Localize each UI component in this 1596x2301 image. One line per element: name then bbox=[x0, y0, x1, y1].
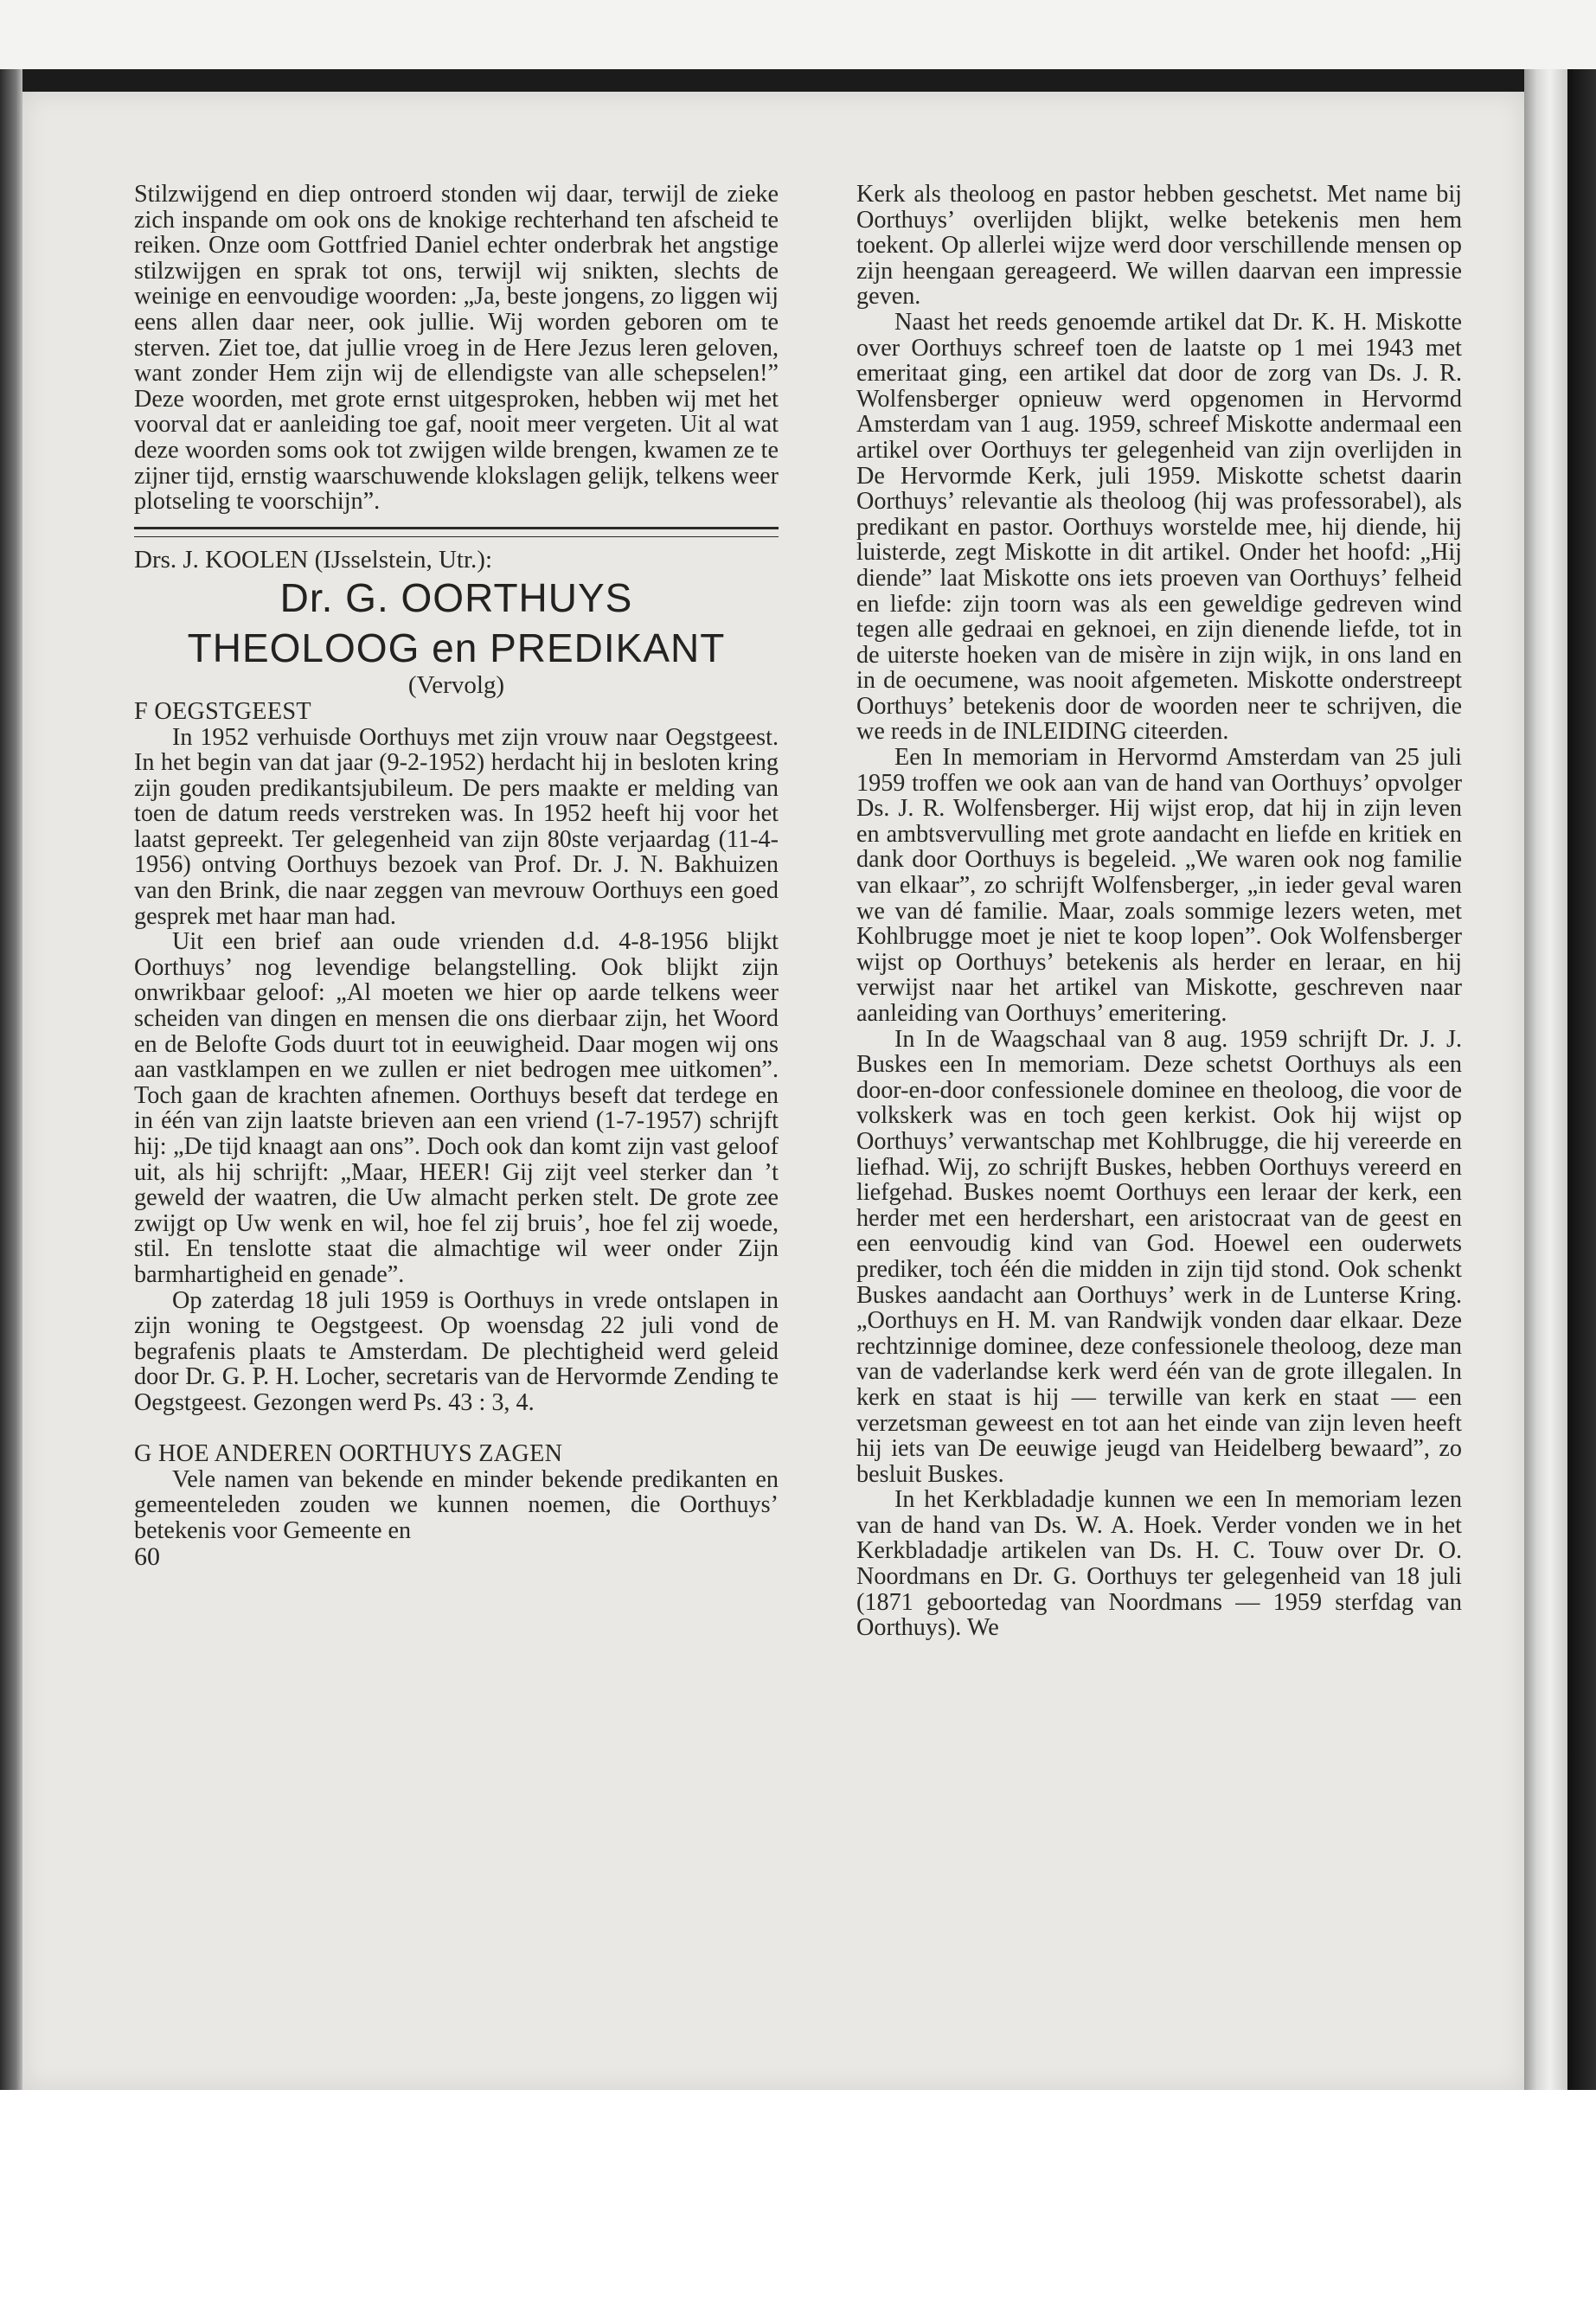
binder-left-edge bbox=[0, 69, 22, 2093]
article-title-line-1: Dr. G. OORTHUYS bbox=[279, 575, 633, 621]
right-paragraph-4: In In de Waagschaal van 8 aug. 1959 schrijft Dr. J. J. Buskes een In memoriam. Deze schetst Oorthuys als een door-en-door confessionele dominee en theoloog, die voor de volkskerk was en toch geen kerkist. Ook hij wijst op Oorthuys’ verwantschap met Kohlbrugge, die hij vereerde en liefhad. Wij, zo schrijft Buskes, hebben Oorthuys vereerd en liefgehad. Buskes noemt Oorthuys een leraar der kerk, een herder met een herdershart, een aristocraat van de geest en een eenvoudig kind van God. Hoewel een ouderwets prediker, toch één die midden in zijn tijd stond. Ook schenkt Buskes aandacht aan Oorthuys’ werk in de Lunterse Kring. „Oorthuys en H. M. van Randwijk vonden daar elkaar. Deze rechtzinnige dominee, deze confessionele theoloog, deze man van de vaderlandse kerk werd één van de grote illegalen. In kerk en staat is hij — terwille van kerk en staat — een verzetsman geweest en tot aan het einde van zijn leven heeft hij iets van De eeuwige jeugd van Heidelberg bewaard”, zo besluit Buskes. bbox=[856, 1025, 1462, 1488]
right-paragraph-5: In het Kerkbladadje kunnen we een In memoriam lezen van de hand van Ds. W. A. Hoek. Verder vonden we in het Kerkbladadje artikelen van Ds. H. C. Touw over Dr. O. Noordmans en Dr. G. Oorthuys ter gelegenheid van 18 juli (1871 geboortedag van Noordmans — 1959 sterfdag van Oorthuys). We bbox=[856, 1486, 1462, 1642]
section-f-paragraph-2: Uit een brief aan oude vrienden d.d. 4-8-1956 blijkt Oorthuys’ nog levendige belangstelling. Ook blijkt zijn onwrikbaar geloof: „Al moeten we hier op aarde telkens weer scheiden van dingen en mensen die ons dierbaar zijn, het Woord en de Belofte Gods duurt tot in eeuwigheid. Daar mogen wij ons aan vastklampen en we zullen er niet bedrogen mee uitkomen”. Toch gaan de krachten afnemen. Oorthuys beseft dat terdege en in één van zijn laatste brieven aan een vriend (1-7-1957) schrijft hij: „De tijd knaagt aan ons”. Doch ook dan komt zijn vast geloof uit, als hij schrijft: „Maar, HEER! Gij zijt veel sterker dan ’t geweld der waatren, die Uw almacht perken stelt. De grote zee zwijgt op Uw wenk en wil, hoe fel zij bruis’, hoe fel zij woede, stil. En tenslotte staat die almachtige wil weer onder Zijn barmhartigheid en genade”. bbox=[134, 928, 779, 1288]
book-spine-dark bbox=[1567, 69, 1596, 2128]
article-subtitle: (Vervolg) bbox=[407, 671, 505, 700]
right-paragraph-1: Kerk als theoloog en pastor hebben geschetst. Met name bij Oorthuys’ overlijden blijkt, welke betekenis men hem toekent. Op allerlei wijze werd door verschillende mensen op zijn heengaan gereageerd. We willen daarvan een impressie geven. bbox=[856, 181, 1462, 311]
right-paragraph-3: Een In memoriam in Hervormd Amsterdam van 25 juli 1959 troffen we ook aan van de hand van Oorthuys’ opvolger Ds. J. R. Wolfensberger. Hij wijst erop, dat hij in zijn leven en ambtsvervulling met grote aandacht en liefde en kritiek en dank door Oorthuys is begeleid. „We waren ook nog familie van elkaar”, zo schrijft Wolfensberger, „in ieder geval waren we van dé familie. Maar, zoals sommige lezers weten, met Kohlbrugge moet je niet te koop lopen”. Ook Wolfensberger wijst op Oorthuys’ betekenis als herder en leraar, en hij verwijst naar het artikel van Miskotte, geschreven naar aanleiding van Oorthuys’ emeritering. bbox=[856, 744, 1462, 1027]
section-f-heading: F OEGSTGEEST bbox=[134, 697, 311, 725]
right-paragraph-2: Naast het reeds genoemde artikel dat Dr. K. H. Miskotte over Oorthuys schreef toen de laatste op 1 mei 1943 met emeritaat ging, een artikel dat door de zorg van Ds. J. R. Wolfensberger opnieuw werd opgenomen in Hervormd Amsterdam van 1 aug. 1959, schreef Miskotte andermaal een artikel over Oorthuys ter gelegenheid van zijn overlijden in De Hervormde Kerk, juli 1959. Miskotte schetst daarin Oorthuys’ relevantie als theoloog (hij was professorabel), als predikant en pastor. Oorthuys worstelde mee, hij diende, hij luisterde, zegt Miskotte in dit artikel. Onder het hoofd: „Hij diende” laat Miskotte ons iets proeven van Oorthuys’ felheid en liefde: zijn toorn was als een geweldige gedreven wind tegen alle gedraai en geknoei, en zijn dienende liefde, tot in de uiterste hoeken van de misère in zijn wijk, in ons land en in de oecumene, was nooit afgemeten. Miskotte onderstreept Oorthuys’ betekenis door de woorden neer te schrijven, die we reeds in de INLEIDING citeerden. bbox=[856, 308, 1462, 746]
article-title-line-2: THEOLOOG en PREDIKANT bbox=[187, 625, 726, 671]
bottom-margin bbox=[0, 2090, 1596, 2301]
section-f-paragraph-3: Op zaterdag 18 juli 1959 is Oorthuys in vrede ontslapen in zijn woning te Oegstgeest. Op woensdag 22 juli vond de begrafenis plaats te Amsterdam. De plechtigheid werd geleid door Dr. G. P. H. Locher, secretaris van de Hervormde Zending te Oegstgeest. Gezongen werd Ps. 43 : 3, 4. bbox=[134, 1286, 779, 1416]
right-column bbox=[856, 182, 1462, 1641]
page-number: 60 bbox=[134, 1541, 160, 1571]
opening-paragraph: Stilzwijgend en diep ontroerd stonden wij daar, terwijl de zieke zich inspande om ook ons de knokige rechterhand ten afscheid te reiken. Onze oom Gottfried Daniel echter onderbrak het angstige stilzwijgen en sprak tot ons, terwijl wij snikten, slechts de weinige en eenvoudige woorden: „Ja, beste jongens, zo liggen wij eens allen daar neer, ook jullie. Wij worden geboren om te sterven. Ziet toe, dat jullie vroeg in de Here Jezus leren geloven, want zonder Hem zijn wij de ellendigste van alle schepselen!” Deze woorden, met grote ernst uitgesproken, hebben wij met het voorval dat er aanleiding toe gaf, nooit meer vergeten. Uit al wat deze woorden soms ook tot zwijgen wilde brengen, kwamen ze te zijner tijd, ernstig waarschuwende klokslagen gelijk, telkens weer plotseling te voorschijn”. bbox=[134, 181, 779, 516]
binder-top-edge bbox=[0, 69, 1567, 92]
left-column bbox=[134, 182, 779, 1569]
section-f-paragraph-1: In 1952 verhuisde Oorthuys met zijn vrouw naar Oegstgeest. In het begin van dat jaar (9-2-1952) herdacht hij in besloten kring zijn gouden predikantsjubileum. De pers maakte er melding van toen de datum reeds verstreken was. In 1952 heeft hij voor het laatst gepreekt. Ter gelegenheid van zijn 80ste verjaardag (11-4-1956) ontving Oorthuys bezoek van Prof. Dr. J. N. Bakhuizen van den Brink, die naar zeggen van mevrouw Oorthuys een goed gesprek met haar man had. bbox=[134, 723, 779, 930]
section-g-paragraph: Vele namen van bekende en minder bekende predikanten en gemeenteleden zouden we kunnen noemen, die Oorthuys’ betekenis voor Gemeente en bbox=[134, 1465, 779, 1544]
article-divider-rule bbox=[134, 527, 779, 537]
book-spine-light bbox=[1524, 69, 1567, 2093]
section-spacer bbox=[134, 1416, 779, 1442]
author-byline: Drs. J. KOOLEN (IJsselstein, Utr.): bbox=[134, 545, 493, 574]
section-g-heading: G HOE ANDEREN OORTHUYS ZAGEN bbox=[134, 1440, 563, 1468]
